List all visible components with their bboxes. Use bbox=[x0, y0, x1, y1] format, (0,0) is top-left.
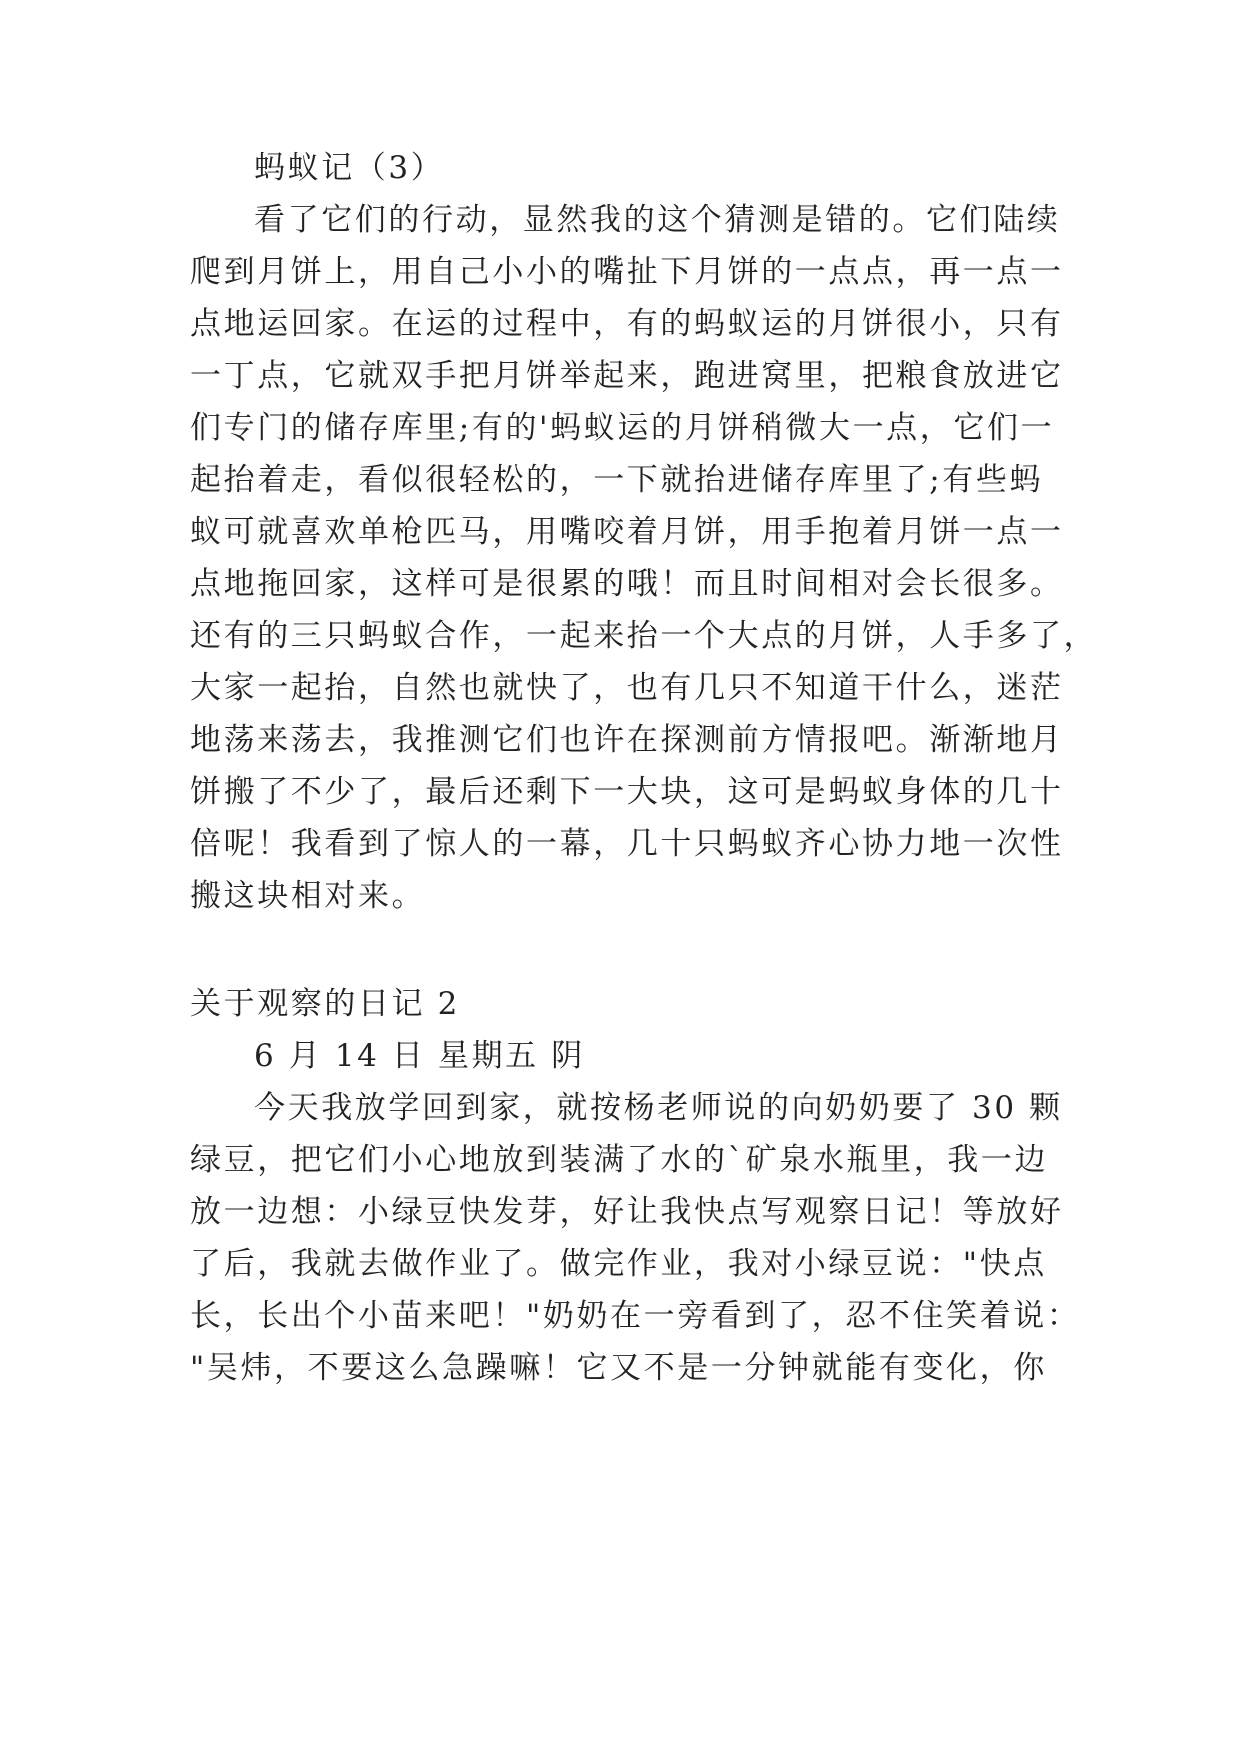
paragraph-line: 一丁点，它就双手把月饼举起来，跑进窝里，把粮食放进它 bbox=[190, 358, 1064, 394]
paragraph-line: 今天我放学回到家，就按杨老师说的向奶奶要了 30 颗 bbox=[254, 1090, 1063, 1126]
paragraph-line: 倍呢！我看到了惊人的一幕，几十只蚂蚁齐心协力地一次性 bbox=[190, 826, 1064, 862]
paragraph-line: 大家一起抬，自然也就快了，也有几只不知道干什么，迷茫 bbox=[190, 670, 1064, 706]
paragraph-line: 点地拖回家，这样可是很累的哦！而且时间相对会长很多。 bbox=[190, 566, 1064, 602]
paragraph-line: 地荡来荡去，我推测它们也许在探测前方情报吧。渐渐地月 bbox=[190, 722, 1064, 758]
date-line: 6 月 14 日 星期五 阴 bbox=[254, 1038, 585, 1074]
paragraph-line: 绿豆，把它们小心地放到装满了水的`矿泉水瓶里，我一边 bbox=[190, 1142, 1049, 1178]
paragraph-line: 搬这块相对来。 bbox=[190, 878, 426, 914]
paragraph-line: 起抬着走，看似很轻松的，一下就抬进储存库里了;有些蚂 bbox=[190, 462, 1044, 498]
section-heading: 蚂蚁记（3） bbox=[254, 150, 445, 186]
paragraph-line: 放一边想：小绿豆快发芽，好让我快点写观察日记！等放好 bbox=[190, 1194, 1064, 1230]
paragraph-line: 饼搬了不少了，最后还剩下一大块，这可是蚂蚁身体的几十 bbox=[190, 774, 1064, 810]
paragraph-line: 看了它们的行动，显然我的这个猜测是错的。它们陆续 bbox=[254, 202, 1061, 238]
paragraph-line: 还有的三只蚂蚁合作，一起来抬一个大点的月饼，人手多了， bbox=[190, 618, 1098, 654]
paragraph-line: 点地运回家。在运的过程中，有的蚂蚁运的月饼很小，只有 bbox=[190, 306, 1064, 342]
paragraph-line: 们专门的储存库里;有的'蚂蚁运的月饼稍微大一点，它们一 bbox=[190, 410, 1055, 446]
paragraph-line: 了后，我就去做作业了。做完作业，我对小绿豆说："快点 bbox=[190, 1246, 1047, 1282]
paragraph-line: 长，长出个小苗来吧！"奶奶在一旁看到了，忍不住笑着说： bbox=[190, 1298, 1081, 1334]
paragraph-line: 蚁可就喜欢单枪匹马，用嘴咬着月饼，用手抱着月饼一点一 bbox=[190, 514, 1064, 550]
paragraph-line: "吴炜，不要这么急躁嘛！它又不是一分钟就能有变化，你 bbox=[190, 1350, 1047, 1386]
paragraph-line: 爬到月饼上，用自己小小的嘴扯下月饼的一点点，再一点一 bbox=[190, 254, 1064, 290]
section-title: 关于观察的日记 2 bbox=[190, 986, 460, 1022]
